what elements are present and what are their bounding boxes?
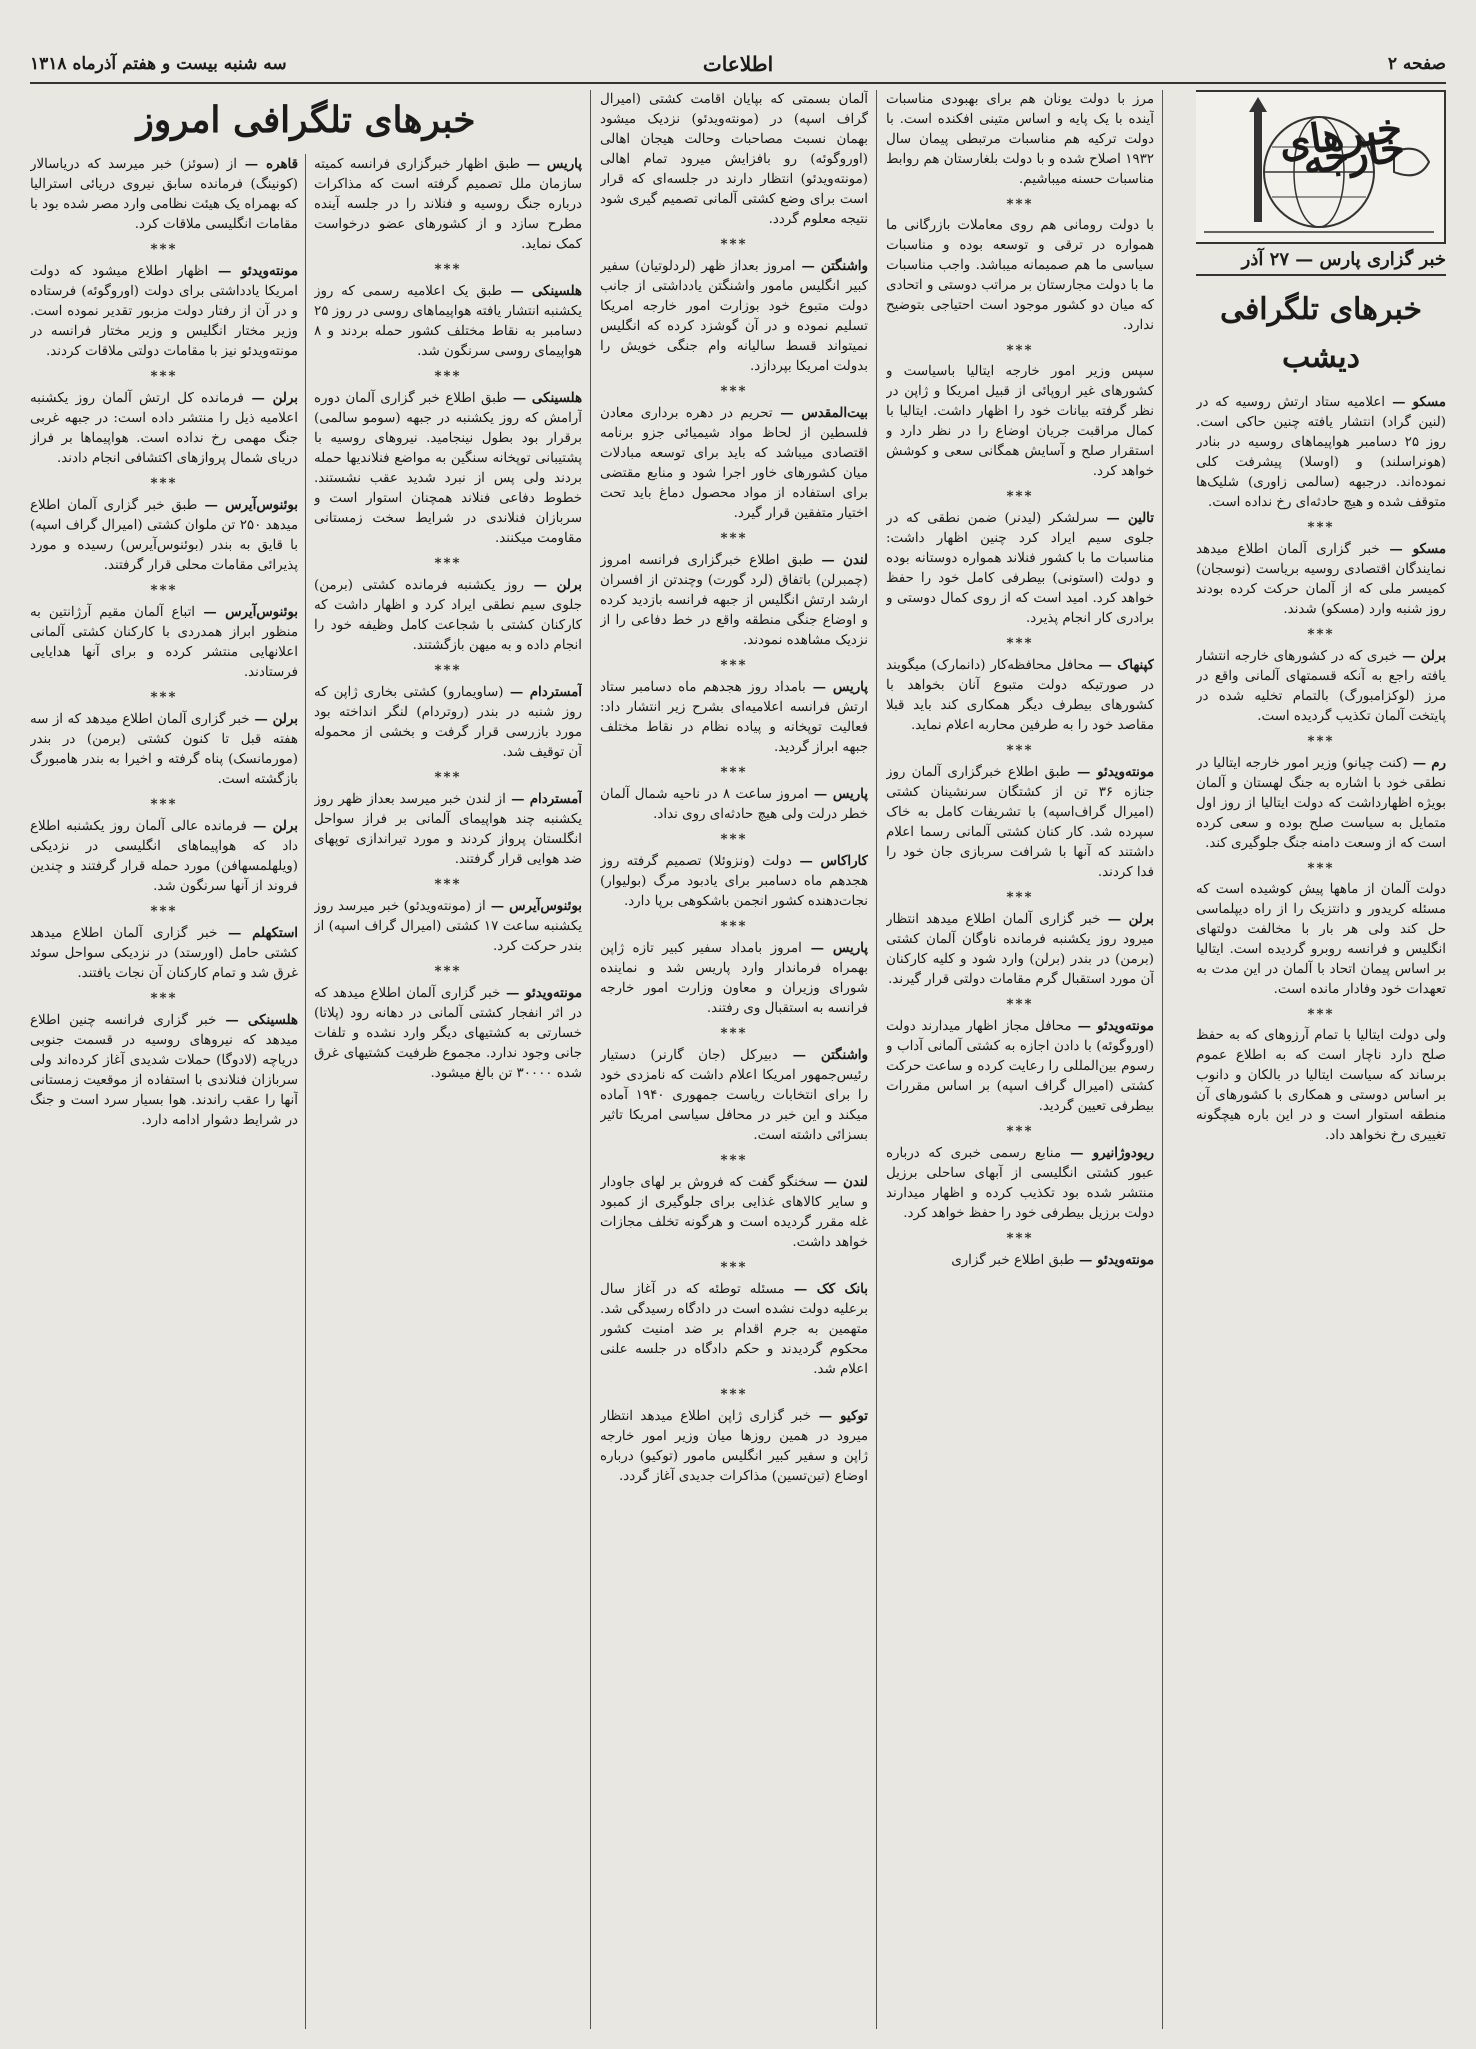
article-body: مسئله توطئه که در آغاز سال برعلیه دولت نشده است در دادگاه رسیدگی شد. متهمین به جرم اقدام بر ضد امنیت کشور محکوم گردیدند و حکم دادگاه در جلسه علنی اعلام شد. <box>600 1282 868 1377</box>
article <box>314 154 582 255</box>
separator-stars: *** <box>1307 733 1335 749</box>
separator-stars: *** <box>150 475 178 491</box>
agency-line: خبر گزاری پارس — ۲۷ آذر <box>1241 249 1446 270</box>
separator-stars: *** <box>150 582 178 598</box>
separator-stars: *** <box>434 368 462 384</box>
article-body: (کنت چیانو) وزیر امور خارجه ایتالیا در نطقی خود با اشاره به جنگ لهستان و آلمان بویژه اظهارداشت که دولت ایتالیا از روز اول متمایل به سیاست صلح بوده و سعی کرده است که از وسعت دامنه جنگ جلوگیری کند. <box>1196 756 1446 851</box>
separator-stars: *** <box>1006 635 1034 651</box>
article-dateline: برلن — <box>243 390 298 406</box>
article-dateline: مونته‌ویدئو — <box>1071 1018 1154 1034</box>
article-body: از (مونته‌ویدئو) خبر میرسد روز یکشنبه ساعت ۱۷ کشتی (امیرال گراف اسپه) از بندر حرکت کرد. <box>314 899 582 954</box>
article <box>30 154 298 235</box>
article-dateline: تالین — <box>1098 510 1154 526</box>
article <box>30 709 298 790</box>
separator-stars: *** <box>1307 1006 1335 1022</box>
article-dateline: مسکو — <box>1385 394 1446 410</box>
article-dateline: بیت‌المقدس — <box>772 405 868 421</box>
article-dateline: واشنگتن — <box>777 1047 868 1063</box>
article-dateline: بوئنوس‌آیرس — <box>197 497 298 513</box>
separator-stars: *** <box>1307 626 1335 642</box>
article-body: محافل مجاز اظهار میدارند دولت (اوروگوئه) با دادن اجازه به کشتی آلمانی آداب و رسوم بین‌المللی را رعایت کرده و ساعت حرکت کشتی (امیرال گراف اسپه) بر اساس مقررات بیطرفی تعیین گردید. <box>886 1019 1154 1114</box>
column-mid-right <box>886 90 1154 2029</box>
article-dateline: مونته‌ویدئو — <box>1074 1252 1154 1268</box>
separator-stars: *** <box>720 1152 748 1168</box>
article-dateline: هلسینکی — <box>216 1012 298 1028</box>
article <box>1196 753 1446 854</box>
article-dateline: قاهره — <box>236 156 298 172</box>
article-body: طبق خبر گزاری آلمان اطلاع میدهد ۲۵۰ تن ملوان کشتی (امیرال گراف اسپه) با قایق به بندر (بوئنوس‌آیرس) رسیده و مورد پذیرائی مقامات محلی قرار گرفتند. <box>30 498 298 573</box>
column-rule <box>590 90 591 2029</box>
separator-stars: *** <box>1006 1123 1034 1139</box>
article-body: بامداد روز هجدهم ماه دسامبر ستاد ارتش فرانسه اعلامیه‌ای بشرح زیر انتشار داد: فعالیت توپخانه و پیاده نظام در نقاط مختلف جبهه ابراز گردید. <box>600 680 868 755</box>
article-body: خبر گزاری آلمان اطلاع میدهد کشتی حامل (اورستد) در نزدیکی سواحل سوئد غرق شد و تمام کارکنان آن نجات یافتند. <box>30 926 298 981</box>
article-body: امروز بامداد سفیر کبیر تازه ژاپن بهمراه فرماندار وارد پاریس شد و نماینده شورای وزیران و معاون وزارت امور خارجه فرانسه به استقبال وی رفتند. <box>600 941 868 1016</box>
article-body: تحریم در دهره برداری معادن فلسطین از لحاظ مواد شیمیائی جزو برنامه اقتصادی میباشد که باید برای توسعه مبادلات میان کشورهای خاور اجرا شود و منابع مقتضی برای استفاده از مواد محصول دماغ باید تحت اختیار متفقین قرار گیرد. <box>600 406 868 521</box>
article-body: فرمانده کل ارتش آلمان روز یکشنبه اعلامیه ذیل را منتشر داده است: در جبهه غربی جنگ مهمی رخ نداده است. هواپیماها بر فراز دریای شمال پروازهای اکتشافی انجام دادند. <box>30 391 298 466</box>
masthead <box>30 52 1446 84</box>
article-dateline: مونته‌ویدئو — <box>1070 764 1154 780</box>
separator-stars: *** <box>720 1386 748 1402</box>
separator-stars: *** <box>720 1025 748 1041</box>
article-dateline: آمستردام — <box>503 684 582 700</box>
article <box>1196 1026 1446 1146</box>
article <box>600 256 868 377</box>
article-body: سرلشکر (لیدنر) ضمن نطقی که در جلوی سیم ایراد کرد چنین اظهار داشت: مناسبات ما با کشور فنلاند همواره دوستانه بوده و دولت (استونی) بیطرفی کامل خود را حفظ خواهد کرد. امید است که از روی کمال دوستی و برادری کار انجام پذیرد. <box>886 511 1154 626</box>
column-left <box>30 90 582 2029</box>
article <box>30 1010 298 1131</box>
article <box>314 896 582 957</box>
article-dateline: کپنهاک — <box>1093 657 1154 673</box>
article <box>600 403 868 524</box>
separator-stars: *** <box>720 236 748 252</box>
article-dateline: بوئنوس‌آیرس — <box>195 604 298 620</box>
article <box>30 495 298 576</box>
separator-stars: *** <box>434 555 462 571</box>
separator-stars: *** <box>434 662 462 678</box>
separator-stars: *** <box>1006 488 1034 504</box>
article-body: خبر گزاری آلمان اطلاع میدهد انتظار میرود روز یکشنبه فرمانده ناوگان آلمان کشتی (برمن) در بندر (برلن) وارد شود و کلیه کارکنان آن مورد استقبال گرم مقامات دولتی قرار گیرند. <box>886 912 1154 987</box>
article-body: خبر گزاری فرانسه چنین اطلاع میدهد که نیروهای روسیه در قسمت جنوبی دریاچه (لادوگا) حملات شدیدی آغاز کرده‌اند ولی سربازان فنلاندی با استفاده از موقعیت زمستانی آنها را عقب راندند. هوا بسیار سرد است و جنگ در شرایط دشوار ادامه دارد. <box>30 1013 298 1128</box>
article-dateline: بانک کک — <box>784 1281 868 1297</box>
article-body: مرز با دولت یونان هم برای بهبودی مناسبات آینده با یک پایه و اساس متینی افکنده است. با دولت ترکیه هم مناسبات مرتبطی پیمان سال ۱۹۳۲ اصلاح شده و با دولت بلغارستان هم روابط مناسبات حسنه میباشیم. <box>886 92 1154 187</box>
article-body: خبر گزاری آلمان اطلاع میدهد که در اثر انفجار کشتی آلمانی در دهانه رود (پلاتا) خسارتی به کشتیهای دیگر وارد نشده و تلفات جانی وجود ندارد. مجموع ظرفیت کشتیهای غرق شده ۳۰۰۰۰ تن بالغ میشود. <box>314 986 582 1081</box>
article <box>886 762 1154 883</box>
separator-stars: *** <box>720 530 748 546</box>
article-body: دولت (ونزوئلا) تصمیم گرفته روز هجدهم ماه دسامبر برای یادبود مرگ (بولیوار) نجات‌دهنده کشور انجمن باشکوهی برپا دارد. <box>600 854 868 909</box>
article-body: طبق اطلاع خبر گزاری <box>951 1253 1075 1268</box>
separator-stars: *** <box>1006 196 1034 212</box>
article-body: محافل محافظه‌کار (دانمارک) میگویند در صورتیکه دولت متبوع آنان بخواهد با کشورهای بیطرف دیگر همکاری کند باید قبلا مقاصد خود را به طرفین محاربه اعلام نماید. <box>886 658 1154 733</box>
article <box>600 784 868 825</box>
article-list <box>886 90 1154 1271</box>
article-dateline: برلن — <box>249 711 298 727</box>
article <box>600 1172 868 1253</box>
article <box>1196 539 1446 620</box>
separator-stars: *** <box>1006 742 1034 758</box>
separator-stars: *** <box>720 657 748 673</box>
page-number: صفحه ۲ <box>1387 54 1446 74</box>
article-dateline: مسکو — <box>1379 541 1446 557</box>
article-dateline: برلن — <box>246 818 298 834</box>
separator-stars: *** <box>1006 1230 1034 1246</box>
article-body: طبق اطلاع خبر گزاری آلمان دوره آرامش که روز یکشنبه در جبهه (سومو سالمی) برقرار بود بطول نینجامید. نیروهای روسیه با پشتیبانی توپخانه سنگین به مواضع فنلاندیها حمله بردند ولی پس از نبرد شدید عقب نشستند. خطوط دفاعی فنلاند همچنان استوار است و سربازان فنلاندی در شرایط سخت زمستانی مقاومت میکنند. <box>314 391 582 546</box>
article <box>886 909 1154 990</box>
article-dateline: لندن — <box>818 1174 868 1190</box>
article-dateline: آمستردام — <box>505 791 582 807</box>
article <box>886 90 1154 190</box>
article <box>600 851 868 912</box>
article-body: ولی دولت ایتالیا با تمام آرزوهای که به حفظ صلح دارد ناچار است که به اطلاع عموم برساند که سیاست ایتالیا در بالکان و دانوب بر اساس دوستی و همکاری با کشورهای آن منطقه استوار است و در این باره هیچگونه تغییری رخ نخواهد داد. <box>1196 1028 1446 1143</box>
column-right <box>1196 90 1446 2029</box>
separator-stars: *** <box>434 876 462 892</box>
article <box>600 1045 868 1146</box>
article-body: طبق یک اعلامیه رسمی که روز یکشنبه انتشار یافته هواپیماهای روسی در روز ۲۵ دسامبر به نقاط مختلف کشور حمله بردند و ۸ هواپیمای روسی سرنگون شد. <box>314 284 582 359</box>
divider <box>1196 274 1446 276</box>
column-mid-left <box>600 90 868 2029</box>
article <box>886 362 1154 482</box>
article <box>314 281 582 362</box>
article <box>30 388 298 469</box>
separator-stars: *** <box>150 990 178 1006</box>
article-body: خبر گزاری ژاپن اطلاع میدهد انتظار میرود در همین روزها میان وزیر امور خارجه ژاپن و سفیر کبیر انگلیس مامور (توکیو) درباره اوضاع (تین‌تسین) مذاکرات جدیدی آغاز گردد. <box>600 1409 868 1484</box>
article <box>886 1250 1154 1271</box>
article-dateline: هلسینکی — <box>506 390 582 406</box>
article-list <box>1196 392 1446 1146</box>
separator-stars: *** <box>434 963 462 979</box>
separator-stars: *** <box>1006 342 1034 358</box>
article-dateline: پاریس — <box>808 786 868 802</box>
separator-stars: *** <box>150 368 178 384</box>
article-body: امروز ساعت ۸ در ناحیه شمال آلمان خطر درلت ولی هیچ حادثه‌ای روی نداد. <box>600 787 868 822</box>
article-body: منابع رسمی خبری که درباره عبور کشتی انگلیسی از آبهای ساحلی برزیل منتشر شده بود تکذیب کرده و اظهار میدارند دولت برزیل بیطرفی خود را حفظ خواهد کرد. <box>886 1146 1154 1221</box>
article-body: دولت آلمان از ماهها پیش کوشیده است که مسئله کریدور و دانتزیک را از راه دیپلماسی حل کند ولی هر بار با مخالفت دولتهای انگلیس و فرانسه روبرو گردیده است. ایتالیا بر اساس پیمان اتحاد با آلمان در این مدت به تعهدات خود وفادار مانده است. <box>1196 882 1446 997</box>
article <box>314 388 582 549</box>
article-body: اعلامیه ستاد ارتش روسیه که در (لنین گراد) انتشار یافته چنین حاکی است. روز ۲۵ دسامبر هواپیماهای روسیه در بنادر (هونراسلند) و (اوسلا) پیشرفت کلی نموده‌اند. درجبهه (سالمی زاوری) شلیک‌ها متوقف شده و هیچ حادثه‌ای رخ نداده است. <box>1196 395 1446 510</box>
separator-stars: *** <box>150 689 178 705</box>
article-body: با دولت رومانی هم روی معاملات بازرگانی ما همواره در ترقی و توسعه بوده و مناسبات سیاسی ما هم صمیمانه میباشد. واجب مناسبات ما با دولت مجارستان بر مراتب دوستی و اتحادی که میان دو کشور موجود است احتیاجی بتوضیح ندارد. <box>886 218 1154 333</box>
article-body: طبق اطلاع خبرگزاری فرانسه امروز (چمبرلن) باتفاق (لرد گورت) وچندتن از افسران ارشد ارتش انگلیس از جبهه فرانسه بازدید کرده و اوضاع جنگی منطقه واقع در خط دفاعی را از نزدیک مشاهده نمودند. <box>600 553 868 648</box>
article-body: اتباع آلمان مقیم آرژانتین به منظور ابراز همدردی با کارکنان کشتی آلمانی اعلانهایی منتشر کرده و برای آنها هدایایی فرستادند. <box>30 605 298 680</box>
article <box>30 602 298 683</box>
separator-stars: *** <box>1006 996 1034 1012</box>
article <box>314 983 582 1084</box>
headline-today: خبرهای تلگرافی امروز <box>136 99 476 141</box>
article-body: از (سوئز) خبر میرسد که دریاسالار (کونینگ) فرمانده سابق نیروی دریائی استرالیا که بهمراه یک هیئت نظامی وارد مصر شده بود با مقامات انگلیسی ملاقات کرد. <box>30 157 298 232</box>
article-body: خبری که در کشورهای خارجه انتشار یافته راجع به آنکه قسمتهای آلمانی واقع در مرز (لوکزامبورگ) بالتمام تخلیه شده در پایتخت آلمان تکذیب گردیده است. <box>1196 649 1446 724</box>
article <box>886 655 1154 736</box>
article <box>30 261 298 362</box>
article-dateline: برلن — <box>523 577 582 593</box>
issue-date: سه شنبه بیست و هفتم آذرماه ۱۳۱۸ <box>30 54 287 74</box>
article-dateline: برلن — <box>1397 648 1446 664</box>
article-dateline: برلن — <box>1100 911 1154 927</box>
article <box>600 677 868 758</box>
separator-stars: *** <box>150 241 178 257</box>
article <box>600 90 868 230</box>
article-dateline: واشنگتن — <box>795 258 868 274</box>
article-body: از لندن خبر میرسد بعداز ظهر روز یکشنبه چند هواپیمای آلمانی بر فراز سواحل انگلستان پرواز کردند و مورد تیراندازی توپهای ضد هوایی قرار گرفتند. <box>314 792 582 867</box>
separator-stars: *** <box>720 1259 748 1275</box>
headline-last-night: خبرهای تلگرافی دیشب <box>1219 292 1423 375</box>
separator-stars: *** <box>434 261 462 277</box>
banner-title: خبرهای خارجه <box>1275 103 1408 185</box>
article-dateline: استکهلم — <box>217 925 298 941</box>
article-body: خبر گزاری آلمان اطلاع میدهد نمایندگان اقتصادی روسیه بریاست (نوسجان) کمیسر ملی که از آلمان حرکت کرده بودند روز شنبه وارد (مسکو) شدند. <box>1196 542 1446 617</box>
article-list <box>314 154 582 2029</box>
separator-stars: *** <box>720 831 748 847</box>
article-dateline: پاریس — <box>520 156 582 172</box>
separator-stars: *** <box>150 903 178 919</box>
article-dateline: مونته‌ویدئو — <box>500 985 582 1001</box>
article-dateline: رم — <box>1407 755 1446 771</box>
article-dateline: هلسینکی — <box>502 283 582 299</box>
article-body: (ساویمارو) کشتی بخاری ژاپن که روز شنبه در بندر (روتردام) لنگر انداخته بود مورد بازرسی قرار گرفت و بخشی از محموله آن توقیف شد. <box>314 685 582 760</box>
separator-stars: *** <box>720 383 748 399</box>
separator-stars: *** <box>150 796 178 812</box>
article <box>886 1016 1154 1117</box>
article <box>600 938 868 1019</box>
article-list <box>30 154 298 2029</box>
article-body: فرمانده عالی آلمان روز یکشنبه اطلاع داد که هواپیماهای انگلیسی در نزدیکی (ویلهلمسهافن) مورد حمله قرار گرفتند و چندین فروند از آنها سرنگون شد. <box>30 819 298 894</box>
article-body: سخنگو گفت که فروش بر لهای جاودار و سایر کالاهای غذایی برای جلوگیری از کمبود غله مقرر گردیده است و هرگونه تخلف مجازات خواهد داشت. <box>600 1175 868 1250</box>
article <box>1196 392 1446 513</box>
foreign-news-banner <box>1196 90 1446 244</box>
article-dateline: بوئنوس‌آیرس — <box>485 898 582 914</box>
paper-name: اطلاعات <box>702 52 774 76</box>
separator-stars: *** <box>1006 889 1034 905</box>
article <box>886 1143 1154 1224</box>
article <box>1196 880 1446 1000</box>
article-body: روز یکشنبه فرمانده کشتی (برمن) جلوی سیم نطقی ایراد کرد و اظهار داشت که کارکنان کشتی با شجاعت کامل وظیفه خود را انجام داده و به میهن بازگشتند. <box>314 578 582 653</box>
article-dateline: مونته‌ویدئو — <box>208 263 298 279</box>
article <box>886 216 1154 336</box>
article-body: طبق اطلاع خبرگزاری آلمان روز جنازه ۳۶ تن از کشتگان سرنشینان کشتی (امیرال گراف‌اسپه) با تشریفات کامل به خاک سپرده شد. کار کنان کشتی آلمانی رسما اعلام داشتند که آنها با شرافت سربازی جان خود را فدا کردند. <box>886 765 1154 880</box>
separator-stars: *** <box>720 918 748 934</box>
article <box>600 1279 868 1380</box>
separator-stars: *** <box>434 769 462 785</box>
article-body: سپس وزیر امور خارجه ایتالیا باسیاست و کشورهای غیر اروپائی از قبیل امریکا و ژاپن در نظر گرفته بیانات خود را اظهار داشت. ایتالیا با کمال مراقبت جریان اوضاع را در نظر دارد و استقرار صلح و آسایش همگانی سعی و کوشش خواهد کرد. <box>886 364 1154 479</box>
article <box>314 682 582 763</box>
article-body: دبیرکل (جان گارنر) دستیار رئیس‌جمهور امریکا اعلام داشت که نامزدی خود را برای انتخابات ریاست جمهوری ۱۹۴۰ آماده میکند و این خبر در محافل سیاسی امریکا تاثیر بسزائی داشته است. <box>600 1048 868 1143</box>
article-dateline: توکیو — <box>810 1408 868 1424</box>
article <box>314 575 582 656</box>
column-rule <box>1162 90 1163 2029</box>
article-body: طبق اظهار خبرگزاری فرانسه کمیته سازمان ملل تصمیم گرفته است که مذاکرات درباره جنگ روسیه و فنلاند را در جلسه آینده مطرح سازد و از کشورهای عضو درخواست کمک نماید. <box>314 157 582 252</box>
column-rule <box>876 90 877 2029</box>
article-dateline: کاراکاس — <box>791 853 868 869</box>
separator-stars: *** <box>1307 519 1335 535</box>
article <box>30 816 298 897</box>
article-dateline: ریودوژانیرو — <box>1061 1145 1154 1161</box>
article <box>30 923 298 984</box>
article-dateline: پاریس — <box>805 679 868 695</box>
article-body: خبر گزاری آلمان اطلاع میدهد که از سه هفته قبل تا کنون کشتی (برمن) در بندر (مورمانسک) پناه گرفته و اخیرا به بندر هامبورگ بازگشته است. <box>30 712 298 787</box>
separator-stars: *** <box>1307 860 1335 876</box>
article <box>314 789 582 870</box>
article-body: آلمان بسمتی که بپایان اقامت کشتی (امیرال گراف اسپه) در (مونته‌ویدئو) نزدیک میشود بهمان نسبت مصاحبات وحالت هیجان اهالی (اوروگوئه) رو بافزایش میرود تمام اهالی (مونته‌ویدئو) انتظار دارند در جلسه‌ای که قرار است برای وضع کشتی آلمانی تصمیم گیری شود نتیجه معلوم گردد. <box>600 92 868 227</box>
separator-stars: *** <box>720 764 748 780</box>
column-rule <box>305 154 306 2029</box>
article-dateline: پاریس — <box>801 940 868 956</box>
article <box>600 550 868 651</box>
article-body: امروز بعداز ظهر (لردلوتیان) سفیر کبیر انگلیس مامور واشنگتن یادداشتی از جانب دولت متبوع خود بوزارت امور خارجه امریکا تسلیم نموده و در آن گوشزد کرده که انگلیس نمیتواند قسط سالیانه وام جنگی خویش را بدولت امریکا بپردازد. <box>600 259 868 374</box>
article <box>1196 646 1446 727</box>
article-dateline: لندن — <box>813 552 868 568</box>
article <box>600 1406 868 1487</box>
article-body: اظهار اطلاع میشود که دولت امریکا یادداشتی برای دولت (اوروگوئه) فرستاده و در آن از رفتار دولت مزبور تقدیر نموده است. وزیر مختار انگلیس و وزیر مختار فرانسه در مونته‌ویدئو نیز با مقامات دولتی ملاقات کردند. <box>30 264 298 359</box>
article-list <box>600 90 868 1487</box>
article <box>886 508 1154 629</box>
